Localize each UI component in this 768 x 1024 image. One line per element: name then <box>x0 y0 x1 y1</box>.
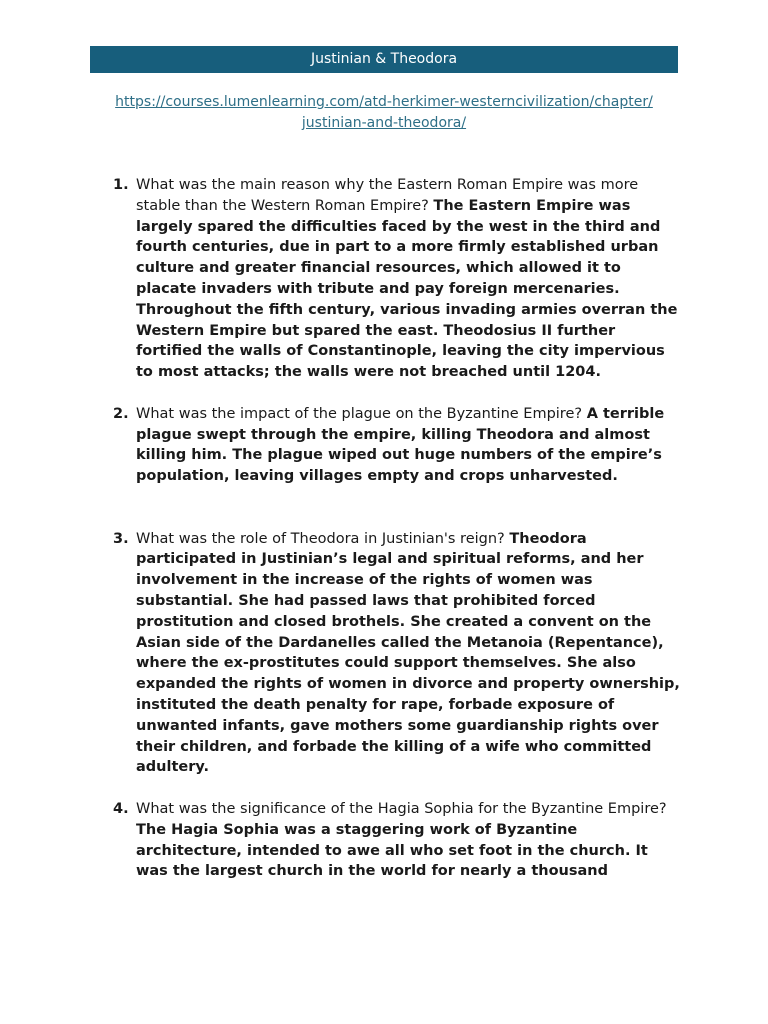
question-text: What was the significance of the Hagia Sophia for the Byzantine Empire? <box>136 800 667 817</box>
question-list <box>110 175 680 882</box>
answer-text: The Eastern Empire was largely spared the difficulties faced by the west in the third and fourth centuries, due in part to a more firmly established urban culture and greater financial resources, which allowed it to placate invaders with tribute and pay foreign mercenaries. Throughout the fifth century, various invading armies overran the Western Empire but spared the east. Theodosius II further fortified the walls of Constantinople, leaving the city impervious to most attacks; the walls were not breached until 1204. <box>136 197 678 381</box>
question-item-1 <box>110 175 680 383</box>
question-number: 4. <box>113 800 129 817</box>
question-text: What was the role of Theodora in Justinian's reign? <box>136 530 505 547</box>
answer-text: The Hagia Sophia was a staggering work of Byzantine architecture, intended to awe all who set foot in the church. It was the largest church in the world for nearly a thousand <box>136 821 648 880</box>
source-url-line-1[interactable]: https://courses.lumenlearning.com/atd-herkimer-westerncivilization/chapter/ <box>115 94 653 110</box>
question-number: 2. <box>113 405 129 422</box>
question-item-2 <box>110 404 680 487</box>
source-url-link[interactable] <box>90 92 678 134</box>
question-number: 3. <box>113 530 129 547</box>
question-text: What was the impact of the plague on the Byzantine Empire? <box>136 405 583 422</box>
question-item-4 <box>110 799 680 882</box>
answer-text: A terrible plague swept through the empire, killing Theodora and almost killing him. The plague wiped out huge numbers of the empire’s population, leaving villages empty and crops unharvested. <box>136 405 665 485</box>
document-title: Justinian & Theodora <box>90 46 678 73</box>
question-number: 1. <box>113 177 129 193</box>
question-item-3 <box>110 529 680 779</box>
answer-text: Theodora participated in Justinian’s legal and spiritual reforms, and her involvement in the increase of the rights of women was substantial. She had passed laws that prohibited forced prostitution and closed brothels. She created a convent on the Asian side of the Dardanelles called the Metanoia (Repentance), where the ex-prostitutes could support themselves. She also expanded the rights of women in divorce and property ownership, instituted the death penalty for rape, forbade exposure of unwanted infants, gave mothers some guardianship rights over their children, and forbade the killing of a wife who committed adultery. <box>136 530 680 776</box>
question-text: What was the main reason why the Eastern Roman Empire was more stable than the Western Roman Empire? <box>136 177 639 214</box>
source-url-line-2[interactable]: justinian-and-theodora/ <box>301 115 467 131</box>
